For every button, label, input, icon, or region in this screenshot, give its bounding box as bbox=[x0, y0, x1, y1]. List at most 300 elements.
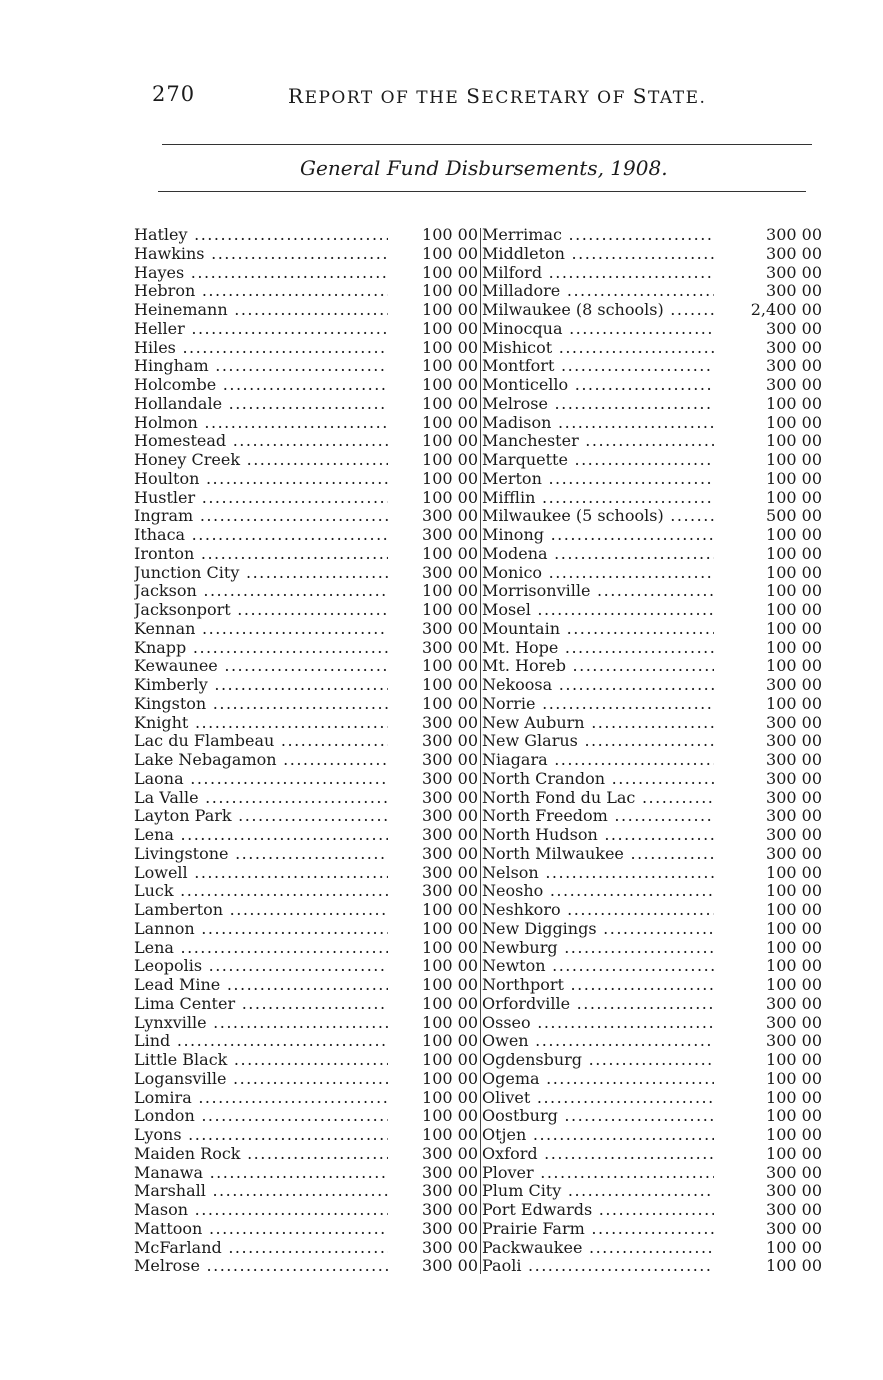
school-district-name: Milwaukee (5 schools) ..... bbox=[482, 507, 714, 526]
table-row bbox=[134, 320, 478, 339]
disbursement-amount: 100 00 bbox=[766, 862, 822, 882]
disbursement-amount: 300 00 bbox=[766, 356, 822, 376]
disbursement-amount: 300 00 bbox=[422, 750, 478, 769]
table-row bbox=[134, 507, 478, 526]
school-district-name: Lake Nebagamon ..... bbox=[134, 751, 388, 770]
school-district-name: Milladore ..... bbox=[482, 282, 714, 301]
running-head-initial-s2: S bbox=[632, 84, 648, 108]
school-district-name: Orfordville ..... bbox=[482, 995, 714, 1014]
table-row bbox=[134, 995, 478, 1014]
disbursement-amount: 100 00 bbox=[422, 993, 478, 1013]
school-district-name: Merton ..... bbox=[482, 470, 714, 489]
school-district-name: Houlton ..... bbox=[134, 470, 388, 489]
school-district-name: Manchester ..... bbox=[482, 432, 714, 451]
table-row bbox=[134, 1089, 478, 1108]
school-district-name: Mishicot ..... bbox=[482, 339, 714, 358]
school-district-name: Neshkoro ..... bbox=[482, 901, 714, 920]
school-district-name: Newton ..... bbox=[482, 957, 714, 976]
table-row bbox=[134, 976, 478, 995]
disbursement-amount: 100 00 bbox=[766, 881, 822, 901]
disbursement-amount: 300 00 bbox=[766, 843, 822, 863]
table-row bbox=[134, 695, 478, 714]
table-row bbox=[134, 432, 478, 451]
table-row bbox=[482, 320, 822, 339]
table-row bbox=[482, 1051, 822, 1070]
table-row bbox=[134, 395, 478, 414]
disbursement-amount: 300 00 bbox=[766, 262, 822, 282]
disbursement-amount: 100 00 bbox=[766, 1087, 822, 1107]
disbursement-amount: 100 00 bbox=[422, 600, 478, 619]
disbursement-amount: 300 00 bbox=[422, 1256, 478, 1276]
title-rule bbox=[158, 191, 806, 192]
disbursement-amount: 100 00 bbox=[766, 918, 822, 938]
school-district-name: Lac du Flambeau ..... bbox=[134, 732, 388, 751]
school-district-name: Melrose ..... bbox=[482, 395, 714, 414]
table-row bbox=[482, 845, 822, 864]
table-row bbox=[134, 882, 478, 901]
table-row bbox=[482, 1164, 822, 1183]
disbursement-amount: 100 00 bbox=[422, 356, 478, 376]
school-district-name: Merrimac ..... bbox=[482, 226, 714, 245]
table-row bbox=[134, 901, 478, 920]
school-district-name: Honey Creek ..... bbox=[134, 451, 388, 470]
disbursement-amount: 300 00 bbox=[766, 825, 822, 844]
disbursement-amount: 300 00 bbox=[766, 787, 822, 807]
school-district-name: Hebron ..... bbox=[134, 282, 388, 301]
table-row bbox=[134, 732, 478, 751]
school-district-name: Jackson ..... bbox=[134, 582, 388, 601]
school-district-name: Heinemann ..... bbox=[134, 301, 388, 320]
school-district-name: Nekoosa ..... bbox=[482, 676, 714, 695]
disbursement-amount: 100 00 bbox=[766, 1143, 822, 1163]
table-row bbox=[134, 1164, 478, 1183]
school-district-name: Heller ..... bbox=[134, 320, 388, 339]
table-row bbox=[482, 507, 822, 526]
disbursement-amount: 100 00 bbox=[766, 618, 822, 638]
disbursement-amount: 300 00 bbox=[766, 337, 822, 357]
table-row bbox=[482, 395, 822, 414]
school-district-name: Lomira ..... bbox=[134, 1089, 388, 1108]
school-district-name: Lind ..... bbox=[134, 1032, 388, 1051]
table-row bbox=[482, 882, 822, 901]
school-district-name: Lyons ..... bbox=[134, 1126, 388, 1145]
table-row bbox=[482, 939, 822, 958]
disbursement-amount: 100 00 bbox=[422, 1050, 478, 1069]
school-district-name: Montfort ..... bbox=[482, 357, 714, 376]
school-district-name: Ogdensburg ..... bbox=[482, 1051, 714, 1070]
table-row bbox=[134, 1126, 478, 1145]
running-head bbox=[288, 84, 706, 108]
table-row bbox=[482, 526, 822, 545]
disbursement-amount: 300 00 bbox=[766, 1181, 822, 1201]
table-row bbox=[482, 676, 822, 695]
disbursement-amount: 300 00 bbox=[766, 750, 822, 769]
table-row bbox=[134, 826, 478, 845]
disbursement-amount: 300 00 bbox=[422, 1218, 478, 1238]
table-row bbox=[482, 226, 822, 245]
disbursement-amount: 300 00 bbox=[766, 675, 822, 694]
school-district-name: Morrisonville ..... bbox=[482, 582, 714, 601]
disbursement-amount: 100 00 bbox=[422, 1106, 478, 1126]
disbursement-amount: 100 00 bbox=[766, 1256, 822, 1276]
disbursement-amount: 100 00 bbox=[422, 412, 478, 432]
table-row bbox=[134, 1107, 478, 1126]
table-row bbox=[134, 1070, 478, 1089]
school-district-name: Hollandale ..... bbox=[134, 395, 388, 414]
table-row bbox=[134, 1051, 478, 1070]
disbursement-amount: 300 00 bbox=[766, 712, 822, 732]
disbursement-amount: 100 00 bbox=[766, 1106, 822, 1126]
disbursement-amount: 100 00 bbox=[766, 637, 822, 657]
table-row bbox=[134, 939, 478, 958]
table-row bbox=[482, 601, 822, 620]
school-district-name: North Fond du Lac ..... bbox=[482, 789, 714, 808]
table-row bbox=[134, 582, 478, 601]
school-district-name: Kingston ..... bbox=[134, 695, 388, 714]
table-row bbox=[134, 601, 478, 620]
disbursement-amount: 100 00 bbox=[422, 300, 478, 319]
table-row bbox=[482, 657, 822, 676]
disbursement-amount: 100 00 bbox=[422, 918, 478, 938]
table-row bbox=[482, 957, 822, 976]
disbursement-amount: 100 00 bbox=[422, 956, 478, 976]
disbursement-amount: 100 00 bbox=[766, 431, 822, 451]
school-district-name: New Diggings ..... bbox=[482, 920, 714, 939]
table-row bbox=[134, 1201, 478, 1220]
table-row bbox=[482, 414, 822, 433]
school-district-name: Hustler ..... bbox=[134, 489, 388, 508]
table-row bbox=[134, 301, 478, 320]
table-row bbox=[482, 339, 822, 358]
school-district-name: Livingstone ..... bbox=[134, 845, 388, 864]
disbursement-amount: 100 00 bbox=[422, 487, 478, 507]
school-district-name: Madison ..... bbox=[482, 414, 714, 433]
school-district-name: Little Black ..... bbox=[134, 1051, 388, 1070]
school-district-name: Knapp ..... bbox=[134, 639, 388, 658]
school-district-name: Ithaca ..... bbox=[134, 526, 388, 545]
table-row bbox=[482, 732, 822, 751]
top-rule bbox=[162, 144, 812, 145]
school-district-name: Osseo ..... bbox=[482, 1014, 714, 1033]
school-district-name: Northport ..... bbox=[482, 976, 714, 995]
table-row bbox=[134, 789, 478, 808]
disbursement-amount: 100 00 bbox=[422, 243, 478, 263]
table-title: General Fund Disbursements, 1908. bbox=[300, 156, 668, 180]
disbursement-amount: 300 00 bbox=[766, 243, 822, 263]
disbursement-amount: 100 00 bbox=[422, 1068, 478, 1088]
disbursement-amount: 100 00 bbox=[422, 468, 478, 488]
table-row bbox=[482, 1145, 822, 1164]
school-district-name: Leopolis ..... bbox=[134, 957, 388, 976]
running-head-initial-s: S bbox=[466, 84, 482, 108]
disbursement-amount: 100 00 bbox=[422, 900, 478, 919]
table-row bbox=[134, 545, 478, 564]
table-row bbox=[482, 245, 822, 264]
school-district-name: Hatley ..... bbox=[134, 226, 388, 245]
table-row bbox=[134, 770, 478, 789]
disbursement-amount: 100 00 bbox=[766, 393, 822, 413]
school-district-name: Minong ..... bbox=[482, 526, 714, 545]
table-row bbox=[134, 751, 478, 770]
table-row bbox=[482, 1032, 822, 1051]
table-row bbox=[134, 226, 478, 245]
disbursement-amount: 300 00 bbox=[766, 281, 822, 301]
table-row bbox=[134, 807, 478, 826]
disbursement-amount: 100 00 bbox=[422, 543, 478, 563]
table-row bbox=[482, 1126, 822, 1145]
left-column bbox=[134, 226, 478, 1276]
column-divider bbox=[480, 228, 481, 1274]
disbursement-amount: 100 00 bbox=[766, 581, 822, 601]
school-district-name: London ..... bbox=[134, 1107, 388, 1126]
table-row bbox=[482, 1201, 822, 1220]
right-column bbox=[482, 226, 822, 1276]
table-row bbox=[134, 845, 478, 864]
disbursement-amount: 100 00 bbox=[766, 1125, 822, 1144]
disbursement-amount: 100 00 bbox=[422, 975, 478, 994]
disbursement-amount: 300 00 bbox=[422, 618, 478, 638]
school-district-name: Layton Park ..... bbox=[134, 807, 388, 826]
school-district-name: Mountain ..... bbox=[482, 620, 714, 639]
school-district-name: Hawkins ..... bbox=[134, 245, 388, 264]
school-district-name: Hiles ..... bbox=[134, 339, 388, 358]
disbursement-amount: 100 00 bbox=[766, 1050, 822, 1069]
table-row bbox=[482, 376, 822, 395]
school-district-name: Ogema ..... bbox=[482, 1070, 714, 1089]
school-district-name: Mason ..... bbox=[134, 1201, 388, 1220]
table-row bbox=[482, 1070, 822, 1089]
school-district-name: Ingram ..... bbox=[134, 507, 388, 526]
disbursement-amount: 100 00 bbox=[422, 1087, 478, 1107]
disbursement-amount: 100 00 bbox=[766, 693, 822, 713]
school-district-name: Holmon ..... bbox=[134, 414, 388, 433]
table-row bbox=[482, 639, 822, 658]
disbursement-amount: 300 00 bbox=[422, 843, 478, 863]
table-row bbox=[134, 282, 478, 301]
table-row bbox=[482, 714, 822, 733]
table-row bbox=[482, 807, 822, 826]
table-row bbox=[134, 357, 478, 376]
table-row bbox=[134, 714, 478, 733]
disbursement-amount: 100 00 bbox=[766, 562, 822, 582]
school-district-name: Marquette ..... bbox=[482, 451, 714, 470]
disbursement-amount: 100 00 bbox=[766, 487, 822, 507]
table-row bbox=[482, 826, 822, 845]
disbursement-amount: 300 00 bbox=[766, 1200, 822, 1219]
disbursement-amount: 300 00 bbox=[766, 806, 822, 826]
table-row bbox=[482, 582, 822, 601]
table-row bbox=[134, 339, 478, 358]
disbursement-amount: 100 00 bbox=[422, 262, 478, 282]
disbursement-amount: 100 00 bbox=[422, 581, 478, 601]
school-district-name: North Crandon ..... bbox=[482, 770, 714, 789]
school-district-name: Monticello ..... bbox=[482, 376, 714, 395]
school-district-name: Mattoon ..... bbox=[134, 1220, 388, 1239]
table-row bbox=[482, 264, 822, 283]
disbursement-amount: 100 00 bbox=[422, 318, 478, 338]
disbursement-amount: 300 00 bbox=[422, 1181, 478, 1201]
disbursement-amount: 100 00 bbox=[766, 468, 822, 488]
school-district-name: New Glarus ..... bbox=[482, 732, 714, 751]
school-district-name: Lowell ..... bbox=[134, 864, 388, 883]
school-district-name: Plum City ..... bbox=[482, 1182, 714, 1201]
disbursement-amount: 100 00 bbox=[422, 693, 478, 713]
school-district-name: Monico ..... bbox=[482, 564, 714, 583]
table-row bbox=[134, 470, 478, 489]
school-district-name: Oostburg ..... bbox=[482, 1107, 714, 1126]
school-district-name: Lena ..... bbox=[134, 939, 388, 958]
table-row bbox=[482, 770, 822, 789]
table-row bbox=[134, 1032, 478, 1051]
school-district-name: Prairie Farm ..... bbox=[482, 1220, 714, 1239]
disbursement-amount: 300 00 bbox=[422, 881, 478, 901]
table-row bbox=[482, 976, 822, 995]
table-row bbox=[134, 920, 478, 939]
school-district-name: Modena ..... bbox=[482, 545, 714, 564]
disbursement-amount: 300 00 bbox=[422, 787, 478, 807]
school-district-name: Lima Center ..... bbox=[134, 995, 388, 1014]
table-row bbox=[482, 1089, 822, 1108]
table-row bbox=[134, 1145, 478, 1164]
school-district-name: Kewaunee ..... bbox=[134, 657, 388, 676]
table-row bbox=[482, 357, 822, 376]
table-row bbox=[134, 864, 478, 883]
table-row bbox=[134, 1220, 478, 1239]
table-row bbox=[482, 1257, 822, 1276]
table-row bbox=[134, 526, 478, 545]
table-row bbox=[482, 1014, 822, 1033]
school-district-name: Lannon ..... bbox=[134, 920, 388, 939]
disbursement-amount: 100 00 bbox=[422, 281, 478, 301]
school-district-name: Melrose ..... bbox=[134, 1257, 388, 1276]
disbursement-amount: 300 00 bbox=[422, 806, 478, 826]
table-row bbox=[134, 620, 478, 639]
school-district-name: Port Edwards ..... bbox=[482, 1201, 714, 1220]
school-district-name: Olivet ..... bbox=[482, 1089, 714, 1108]
school-district-name: North Freedom ..... bbox=[482, 807, 714, 826]
disbursement-amount: 100 00 bbox=[766, 412, 822, 432]
table-row bbox=[134, 1239, 478, 1258]
disbursement-amount: 300 00 bbox=[766, 375, 822, 394]
table-row bbox=[134, 489, 478, 508]
school-district-name: Hingham ..... bbox=[134, 357, 388, 376]
table-row bbox=[482, 864, 822, 883]
disbursement-amount: 300 00 bbox=[422, 506, 478, 526]
table-row bbox=[482, 789, 822, 808]
school-district-name: Newburg ..... bbox=[482, 939, 714, 958]
school-district-name: Nelson ..... bbox=[482, 864, 714, 883]
school-district-name: Maiden Rock ..... bbox=[134, 1145, 388, 1164]
school-district-name: Oxford ..... bbox=[482, 1145, 714, 1164]
disbursement-amount: 300 00 bbox=[422, 1200, 478, 1219]
table-row bbox=[482, 451, 822, 470]
table-row bbox=[134, 1014, 478, 1033]
disbursement-amount: 300 00 bbox=[422, 525, 478, 544]
disbursement-amount: 100 00 bbox=[422, 1012, 478, 1032]
school-district-name: Lead Mine ..... bbox=[134, 976, 388, 995]
school-district-name: North Hudson ..... bbox=[482, 826, 714, 845]
school-district-name: Jacksonport ..... bbox=[134, 601, 388, 620]
table-row bbox=[482, 1182, 822, 1201]
disbursement-amount: 100 00 bbox=[766, 543, 822, 563]
disbursement-amount: 100 00 bbox=[422, 450, 478, 469]
school-district-name: Owen ..... bbox=[482, 1032, 714, 1051]
table-row bbox=[482, 301, 822, 320]
disbursement-amount: 100 00 bbox=[422, 1125, 478, 1144]
table-row bbox=[134, 1257, 478, 1276]
disbursement-amount: 300 00 bbox=[766, 1218, 822, 1238]
table-row bbox=[134, 245, 478, 264]
disbursement-amount: 100 00 bbox=[766, 975, 822, 994]
disbursement-amount: 100 00 bbox=[766, 900, 822, 919]
school-district-name: Minocqua ..... bbox=[482, 320, 714, 339]
table-row bbox=[482, 920, 822, 939]
table-row bbox=[134, 639, 478, 658]
school-district-name: Packwaukee ..... bbox=[482, 1239, 714, 1258]
disbursement-amount: 300 00 bbox=[422, 1143, 478, 1163]
disbursement-amount: 100 00 bbox=[766, 1237, 822, 1257]
disbursement-amount: 300 00 bbox=[766, 318, 822, 338]
disbursement-amount: 300 00 bbox=[766, 225, 822, 244]
school-district-name: Mosel ..... bbox=[482, 601, 714, 620]
school-district-name: Kimberly ..... bbox=[134, 676, 388, 695]
school-district-name: Logansville ..... bbox=[134, 1070, 388, 1089]
school-district-name: Marshall ..... bbox=[134, 1182, 388, 1201]
table-row bbox=[482, 564, 822, 583]
disbursement-amount: 300 00 bbox=[766, 1162, 822, 1182]
disbursement-amount: 300 00 bbox=[422, 712, 478, 732]
disbursement-amount: 300 00 bbox=[422, 862, 478, 882]
disbursement-amount: 100 00 bbox=[422, 337, 478, 357]
school-district-name: Lynxville ..... bbox=[134, 1014, 388, 1033]
school-district-name: Kennan ..... bbox=[134, 620, 388, 639]
table-row bbox=[482, 545, 822, 564]
disbursement-amount: 2,400 00 bbox=[750, 300, 822, 319]
running-head-text-2: ECRETARY OF bbox=[481, 88, 633, 108]
disbursement-amount: 100 00 bbox=[422, 375, 478, 394]
disbursement-amount: 100 00 bbox=[422, 937, 478, 957]
school-district-name: Lena ..... bbox=[134, 826, 388, 845]
school-district-name: Mt. Horeb ..... bbox=[482, 657, 714, 676]
school-district-name: La Valle ..... bbox=[134, 789, 388, 808]
running-head-text-3: TATE. bbox=[647, 88, 707, 108]
disbursement-amount: 100 00 bbox=[766, 956, 822, 976]
table-row bbox=[482, 695, 822, 714]
disbursement-amount: 100 00 bbox=[422, 225, 478, 244]
disbursement-amount: 100 00 bbox=[422, 1031, 478, 1051]
disbursement-amount: 300 00 bbox=[766, 1031, 822, 1051]
school-district-name: North Milwaukee ..... bbox=[482, 845, 714, 864]
school-district-name: Luck ..... bbox=[134, 882, 388, 901]
school-district-name: Hayes ..... bbox=[134, 264, 388, 283]
school-district-name: Lamberton ..... bbox=[134, 901, 388, 920]
table-row bbox=[482, 901, 822, 920]
disbursement-amount: 300 00 bbox=[422, 1162, 478, 1182]
disbursement-amount: 500 00 bbox=[766, 506, 822, 526]
disbursement-amount: 300 00 bbox=[766, 1012, 822, 1032]
school-district-name: Mt. Hope ..... bbox=[482, 639, 714, 658]
disbursement-amount: 300 00 bbox=[766, 993, 822, 1013]
table-row bbox=[482, 751, 822, 770]
table-row bbox=[134, 376, 478, 395]
school-district-name: Norrie ..... bbox=[482, 695, 714, 714]
table-row bbox=[134, 1182, 478, 1201]
table-row bbox=[134, 676, 478, 695]
disbursement-amount: 100 00 bbox=[766, 656, 822, 676]
table-row bbox=[134, 414, 478, 433]
page-number: 270 bbox=[152, 82, 196, 106]
disbursement-amount: 100 00 bbox=[766, 525, 822, 544]
